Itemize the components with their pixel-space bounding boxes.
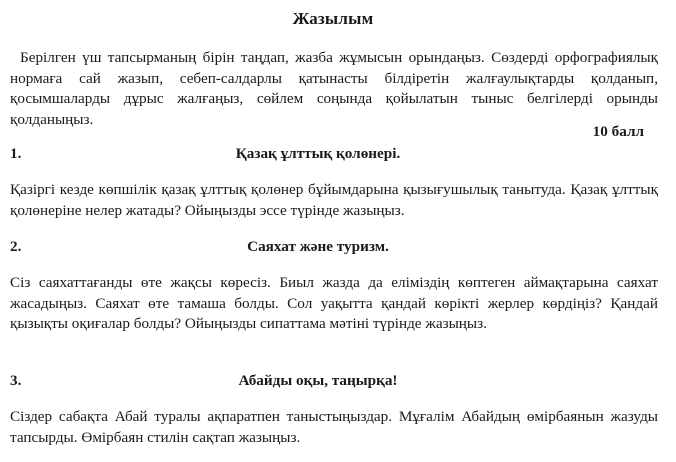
score-label: 10 балл xyxy=(592,123,644,140)
task-3-text: Сіздер сабақта Абай туралы ақпаратпен таныстыңыздар. Мұғалім Абайдың өмірбаянын жазуды тапсырды. Өмірбаян стилін сақтап жазыңыз. xyxy=(10,408,658,446)
task-1-title: Қазақ ұлттық қолөнері. xyxy=(235,145,401,162)
task-2-text: Сіз саяхаттағанды өте жақсы көресіз. Биыл жазда да еліміздің көптеген аймақтарына саяхат жасадыңыз. Саяхат өте тамаша болды. Сол уақытта қандай көрікті жерлер көрдіңіз? Қандай қызықты оқиғалар болды? Ойыңызды сипаттама мәтіні түрінде жазыңыз. xyxy=(10,274,658,332)
page-title: Жазылым xyxy=(292,9,374,28)
task-3-title: Абайды оқы, таңырқа! xyxy=(238,372,398,389)
task-1-number: 1. xyxy=(10,145,22,162)
task-3-number: 3. xyxy=(10,372,22,389)
task-1-text: Қазіргі кезде көпшілік қазақ ұлттық қолөнер бұйымдарына қызығушылық танытуда. Қазақ ұлттық қолөнеріне нелер жатады? Ойыңызды эссе түрінде жазыңыз. xyxy=(10,181,658,219)
task-2-number: 2. xyxy=(10,238,22,255)
instructions-paragraph: Берілген үш тапсырманың бірін таңдап, жазба жұмысын орындаңыз. Сөздерді орфографиялық нормаға сай жазып, себеп-салдарлы қатынасты білдіретін жалғаулықтарды қолданып, қосымшаларды дұрыс жалғаңыз, сөйлем соңында қойылатын тыныс белгілерді орынды қолданыңыз. xyxy=(10,49,658,128)
task-2-title: Саяхат және туризм. xyxy=(247,238,389,255)
